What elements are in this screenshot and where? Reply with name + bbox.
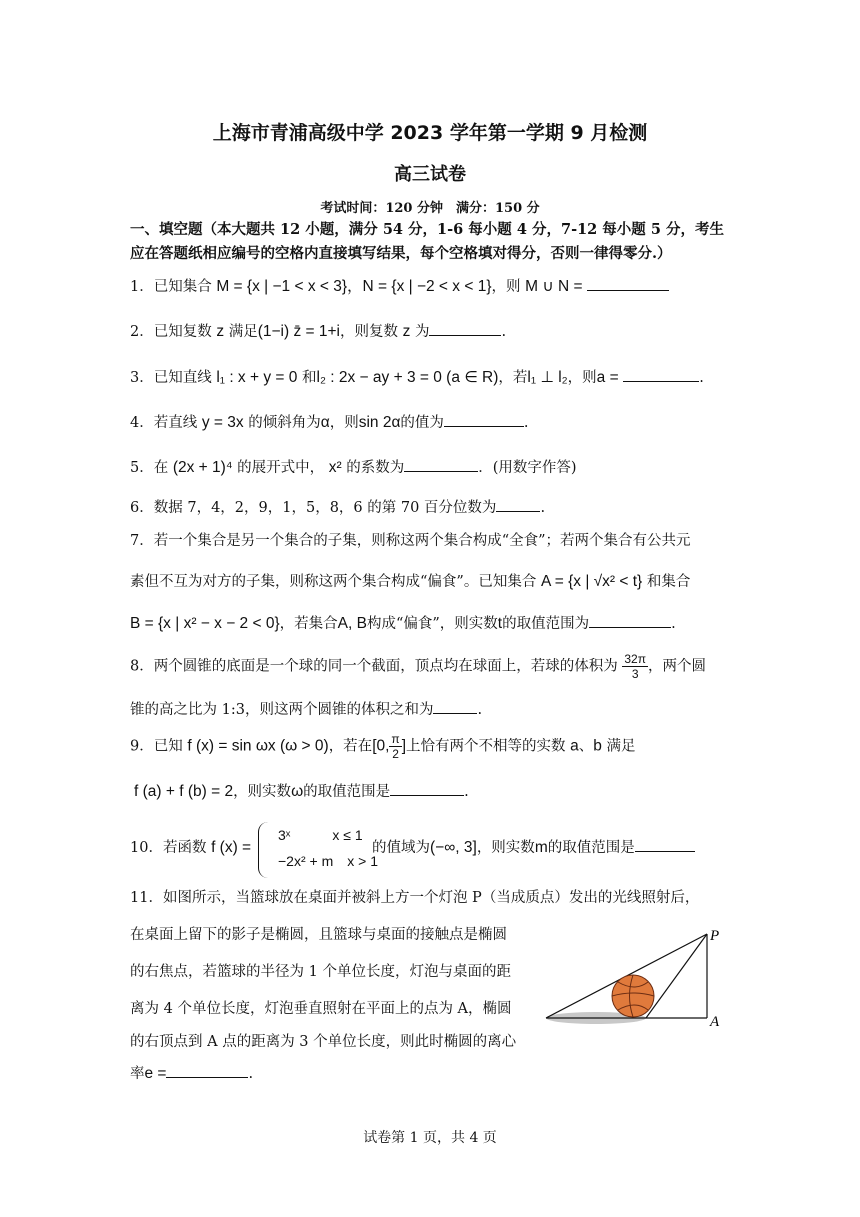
section-heading-line1: 一、填空题（本大题共 12 小题，满分 54 分，1-6 每小题 4 分，7-12 每小题 5 分，考生 — [130, 221, 724, 238]
piecewise-case: 3ˣ x ≤ 1 — [278, 827, 363, 843]
question-text: . — [540, 500, 546, 516]
page-footer: 试卷第 1 页，共 4 页 — [363, 1130, 497, 1146]
question-text: 的取值范围是 — [303, 784, 391, 800]
math-expression: A, B — [337, 615, 367, 632]
exam-meta: 考试时间：120 分钟 满分：150 分 — [320, 201, 540, 216]
question-text: . — [464, 784, 469, 800]
question-number: 8． — [130, 658, 154, 675]
question-text: . — [501, 324, 507, 340]
question-11 — [130, 886, 699, 907]
question-text: ，则复数 — [339, 324, 398, 340]
question-text: 的倾斜角为 — [248, 415, 321, 431]
question-text: 的系数为 — [346, 460, 405, 476]
question-text: 为 — [414, 324, 430, 340]
math-expression: f (x) = sin ωx (ω > 0) — [187, 737, 329, 755]
question-text: . — [477, 702, 483, 718]
math-expression: A = {x | √x² < t} — [540, 573, 643, 590]
question-11-line5: 的右顶点到 A 点的距离为 3 个单位长度，则此时椭圆的离心 — [130, 1034, 517, 1050]
question-10 — [130, 836, 251, 857]
math-expression: t — [497, 615, 503, 632]
question-text: ，则 — [491, 279, 521, 295]
question-number: 5． — [130, 460, 154, 476]
question-text: . — [671, 616, 676, 632]
fraction — [622, 652, 648, 681]
question-2 — [130, 320, 506, 341]
math-expression: ] — [401, 737, 407, 755]
math-expression: f (a) + f (b) = 2 — [134, 783, 234, 800]
question-text: 的展开式中， — [237, 460, 325, 476]
question-11-line4: 离为 4 个单位长度，灯泡垂直照射在平面上的点为 A，椭圆 — [130, 1001, 512, 1017]
math-expression: (−∞, 3] — [430, 839, 477, 856]
math-expression: M = {x | −1 < x < 3}，N = {x | −2 < x < 1} — [216, 278, 492, 295]
answer-blank[interactable] — [623, 367, 699, 382]
question-text: 如图所示，当篮球放在桌面并被斜上方一个灯泡 P（当成质点）发出的光线照射后， — [162, 890, 700, 906]
question-text: 若一个集合是另一个集合的子集，则称这两个集合构成“全食”；若两个集合有公共元 — [153, 533, 691, 549]
answer-blank[interactable] — [429, 321, 501, 336]
question-text: 构成“偏食”，则实数 — [366, 616, 498, 632]
math-expression: ω — [291, 783, 304, 800]
answer-blank[interactable] — [444, 412, 524, 427]
question-text: 已知直线 — [153, 370, 212, 386]
question-number: 2． — [130, 324, 154, 340]
question-text: 两个圆锥的底面是一个球的同一个截面，顶点均在球面上，若球的体积为 — [153, 658, 618, 675]
math-expression: l₁ ⊥ l₂ — [527, 369, 568, 386]
math-expression: M ∪ N = — [525, 278, 583, 295]
question-text: 的值为 — [400, 415, 444, 431]
answer-blank[interactable] — [496, 497, 540, 512]
math-expression: [0, — [372, 737, 390, 755]
answer-blank[interactable] — [404, 457, 478, 472]
question-10-tail — [372, 836, 695, 857]
question-text: 已知集合 — [153, 279, 212, 295]
answer-blank[interactable] — [166, 1063, 248, 1078]
question-text: 已知 — [153, 738, 183, 755]
math-expression: l₂ : 2x − ay + 3 = 0 (a ∈ R) — [316, 369, 499, 386]
question-text: 上恰有两个不相等的实数 — [406, 738, 566, 755]
question-text: 若直线 — [153, 415, 198, 431]
question-text: 满足 — [606, 738, 636, 755]
question-text: 和集合 — [646, 574, 691, 590]
math-expression: b — [593, 737, 602, 755]
label-p: P — [710, 928, 720, 944]
math-expression: l₁ : x + y = 0 — [216, 369, 298, 386]
answer-blank[interactable] — [635, 837, 695, 852]
question-number: 1． — [130, 279, 154, 295]
math-expression: y = 3x — [201, 414, 244, 431]
answer-blank[interactable] — [589, 613, 671, 628]
question-text: 的值域为 — [372, 840, 430, 856]
question-8 — [130, 652, 706, 681]
basketball — [612, 975, 654, 1017]
question-number: 11． — [130, 890, 163, 906]
basketball-shadow-figure — [540, 920, 740, 1030]
question-5 — [130, 456, 577, 477]
question-text: 的取值范围为 — [502, 616, 590, 632]
question-text: ．(用数字作答) — [478, 460, 577, 476]
answer-blank[interactable] — [390, 781, 464, 796]
question-number: 3． — [130, 370, 154, 386]
question-6 — [130, 496, 545, 517]
math-expression: e = — [144, 1065, 167, 1082]
question-text: 锥的高之比为 1:3，则这两个圆锥的体积之和为 — [130, 702, 434, 718]
question-11-line6 — [130, 1062, 253, 1083]
piecewise-brace — [258, 822, 271, 878]
answer-blank[interactable] — [587, 276, 669, 291]
section-heading-line2: 应在答题纸相应编号的空格内直接填写结果，每个空格填对得分，否则一律得零分.） — [130, 245, 672, 262]
question-text: 率 — [130, 1066, 145, 1082]
question-9-line2 — [134, 780, 469, 801]
question-text: 、 — [578, 738, 594, 755]
question-1 — [130, 274, 669, 296]
question-text: 和 — [302, 370, 317, 386]
question-text: ，则实数 — [233, 784, 292, 800]
question-7-line3 — [130, 612, 676, 633]
math-expression: (1−i) z̄ = 1+i — [257, 323, 340, 340]
math-expression: z — [216, 323, 225, 340]
exam-subtitle: 高三试卷 — [394, 164, 466, 185]
question-text: ，则实数 — [476, 840, 535, 856]
question-text: ，若 — [498, 370, 528, 386]
question-number: 4． — [130, 415, 154, 431]
question-7 — [130, 529, 691, 550]
question-3 — [130, 366, 704, 387]
question-text: 的取值范围是 — [547, 840, 635, 856]
question-text: ，若集合 — [279, 616, 338, 632]
fraction — [389, 732, 401, 761]
question-11-line2: 在桌面上留下的影子是椭圆，且篮球与桌面的接触点是椭圆 — [130, 927, 507, 943]
question-7-line2 — [130, 570, 690, 591]
question-text: 在 — [153, 460, 169, 476]
light-ray-lower — [646, 934, 707, 1018]
math-expression: f (x) = — [211, 839, 252, 856]
math-expression: z — [402, 323, 411, 340]
question-text: ，若在 — [328, 738, 373, 755]
question-number: 9． — [130, 738, 154, 755]
question-text: 已知复数 — [153, 324, 212, 340]
question-number: 6． — [130, 500, 154, 516]
piecewise-cases — [278, 822, 378, 874]
question-text: 满足 — [228, 324, 258, 340]
question-4 — [130, 411, 529, 432]
question-text: 素但不互为对方的子集，则称这两个集合构成“偏食”。已知集合 — [130, 574, 537, 590]
question-text: 若函数 — [162, 840, 207, 856]
fraction-numerator: 32π — [624, 652, 646, 666]
math-expression: B = {x | x² − x − 2 < 0} — [130, 615, 280, 632]
fraction-denominator: 2 — [392, 747, 399, 761]
question-9 — [130, 732, 635, 761]
math-expression: α — [320, 414, 330, 431]
math-expression: x² — [328, 459, 342, 476]
question-8-line2 — [130, 698, 482, 719]
math-expression: a = — [596, 369, 619, 386]
math-expression: m — [534, 839, 548, 856]
label-a: A — [710, 1014, 720, 1030]
math-expression: sin 2α — [358, 414, 401, 431]
piecewise-case: −2x² + m x > 1 — [278, 853, 378, 869]
question-text: 数据 7，4，2，9，1，5，8，6 的第 70 百分位数为 — [153, 500, 497, 516]
fraction-numerator: π — [391, 732, 400, 746]
question-text: ，则 — [329, 415, 359, 431]
question-number: 10． — [130, 840, 163, 856]
question-number: 7． — [130, 533, 154, 549]
question-11-line3: 的右焦点，若篮球的半径为 1 个单位长度，灯泡与桌面的距 — [130, 964, 511, 980]
question-text: ，两个圆 — [647, 658, 706, 675]
question-text: . — [523, 415, 529, 431]
fraction-denominator: 3 — [631, 667, 639, 681]
exam-title: 上海市青浦高级中学 2023 学年第一学期 9 月检测 — [212, 122, 648, 144]
answer-blank[interactable] — [433, 699, 477, 714]
math-expression: a — [570, 737, 579, 755]
question-text: . — [248, 1066, 254, 1082]
question-text: . — [699, 370, 704, 386]
question-text: ，则 — [567, 370, 597, 386]
math-expression: (2x + 1)⁴ — [172, 459, 233, 476]
